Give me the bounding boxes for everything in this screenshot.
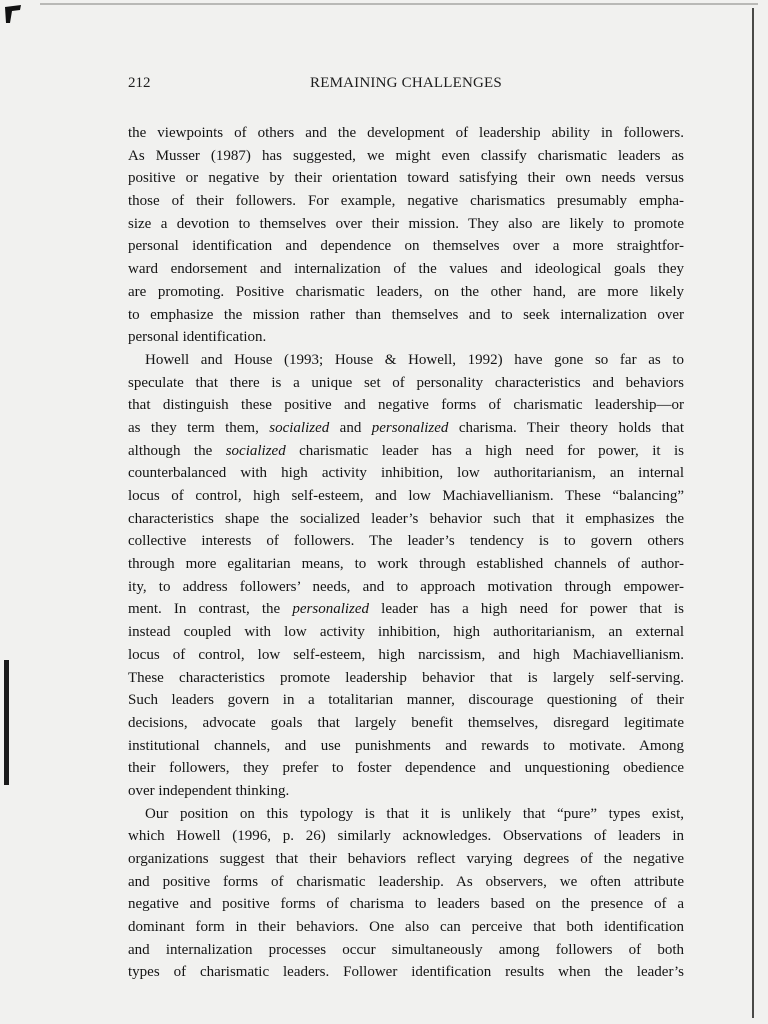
- text-segment: although the: [128, 442, 226, 459]
- text-segment: ward endorsement and internalization of the values and ideological goals they: [128, 261, 684, 278]
- text-line: [128, 893, 684, 916]
- text-line: [128, 939, 684, 962]
- text-line: [128, 417, 684, 440]
- italic-term: socialized: [225, 442, 286, 459]
- text-line: [128, 848, 684, 871]
- text-segment: Our position on this typology is that it is unlikely that “pure” types exist,: [145, 805, 684, 822]
- text-segment: positive or negative by their orientation toward satisfying their own needs versus: [128, 170, 684, 187]
- text-line: [128, 372, 684, 395]
- text-line: [128, 213, 684, 236]
- text-line: [128, 621, 684, 644]
- text-line: [128, 281, 684, 304]
- text-line: [128, 440, 684, 463]
- text-segment: types of charismatic leaders. Follower identification results when the leader’s: [128, 964, 684, 981]
- text-line: [128, 145, 684, 168]
- running-head: REMAINING CHALLENGES: [310, 75, 502, 91]
- text-segment: personal identification and dependence on themselves over a more straightfor-: [128, 238, 684, 255]
- text-segment: counterbalanced with high activity inhibition, low authoritarianism, an internal: [128, 465, 684, 482]
- text-segment: as they term them,: [128, 419, 270, 436]
- text-line: [128, 712, 684, 735]
- text-line: [128, 190, 684, 213]
- text-segment: ment. In contrast, the: [128, 601, 293, 618]
- text-segment: charisma. Their theory holds that: [448, 419, 684, 436]
- text-line: [128, 689, 684, 712]
- text-segment: those of their followers. For example, negative charismatics presumably empha-: [128, 193, 684, 210]
- text-segment: are promoting. Positive charismatic leaders, on the other hand, are more likely: [128, 283, 684, 300]
- text-segment: locus of control, low self-esteem, high narcissism, and high Machiavellianism.: [128, 646, 684, 663]
- text-segment: personal identification.: [128, 329, 267, 346]
- text-segment: through more egalitarian means, to work through established channels of author-: [128, 556, 684, 573]
- text-line: [128, 576, 684, 599]
- text-line: [128, 803, 684, 826]
- text-segment: the viewpoints of others and the development of leadership ability in followers.: [128, 125, 684, 141]
- text-line: [128, 757, 684, 780]
- text-segment: dominant form in their behaviors. One also can perceive that both identification: [128, 919, 684, 936]
- margin-bar: [4, 660, 9, 785]
- italic-term: socialized: [269, 419, 330, 436]
- text-line: [128, 167, 684, 190]
- body-text: [128, 122, 684, 984]
- text-segment: characteristics shape the socialized leader’s behavior such that it emphasizes the: [128, 510, 684, 527]
- text-segment: and: [329, 419, 372, 436]
- text-line: [128, 825, 684, 848]
- text-segment: and internalization processes occur simultaneously among followers of both: [128, 941, 684, 958]
- page-right-edge: [752, 8, 754, 1018]
- page-number: 212: [128, 75, 151, 91]
- text-line: [128, 667, 684, 690]
- text-segment: to emphasize the mission rather than themselves and to seek internalization over: [128, 306, 684, 323]
- text-segment: negative and positive forms of charisma to leaders based on the presence of a: [128, 896, 684, 913]
- text-line: [128, 349, 684, 372]
- text-segment: over independent thinking.: [128, 782, 290, 799]
- text-segment: decisions, advocate goals that largely benefit themselves, disregard legitimate: [128, 714, 684, 731]
- text-segment: locus of control, high self-esteem, and low Machiavellianism. These “balancing”: [128, 488, 684, 504]
- text-segment: which Howell (1996, p. 26) similarly acknowledges. Observations of leaders in: [128, 828, 684, 845]
- text-segment: organizations suggest that their behaviors reflect varying degrees of the negative: [128, 851, 684, 867]
- text-line: [128, 598, 684, 621]
- italic-term: personalized: [292, 601, 370, 618]
- text-line: [128, 916, 684, 939]
- page-top-edge: [40, 3, 758, 5]
- text-segment: ity, to address followers’ needs, and to approach motivation through empower-: [128, 578, 684, 595]
- text-segment: their followers, they prefer to foster dependence and unquestioning obedience: [128, 760, 684, 777]
- text-segment: charismatic leader has a high need for power, it is: [285, 442, 684, 459]
- page-header: [128, 75, 684, 97]
- text-line: [128, 871, 684, 894]
- text-line: [128, 258, 684, 281]
- text-line: [128, 644, 684, 667]
- text-line: [128, 780, 684, 803]
- text-line: [128, 553, 684, 576]
- text-line: [128, 961, 684, 984]
- text-segment: size a devotion to themselves over their mission. They also are likely to promote: [128, 215, 684, 232]
- text-line: [128, 462, 684, 485]
- text-segment: institutional channels, and use punishments and rewards to motivate. Among: [128, 737, 684, 754]
- text-line: [128, 735, 684, 758]
- text-segment: that distinguish these positive and negative forms of charismatic leadership—or: [128, 397, 684, 414]
- text-line: [128, 304, 684, 327]
- text-line: [128, 235, 684, 258]
- corner-mark-icon: [3, 3, 25, 25]
- text-segment: Such leaders govern in a totalitarian manner, discourage questioning of their: [128, 692, 684, 709]
- text-segment: As Musser (1987) has suggested, we might even classify charismatic leaders as: [128, 147, 684, 164]
- text-line: [128, 122, 684, 145]
- text-line: [128, 530, 684, 553]
- text-segment: and positive forms of charismatic leadership. As observers, we often attribute: [128, 873, 684, 890]
- text-line: [128, 508, 684, 531]
- text-segment: speculate that there is a unique set of personality characteristics and behaviors: [128, 374, 684, 391]
- text-segment: These characteristics promote leadership behavior that is largely self-serving.: [128, 669, 684, 686]
- text-segment: Howell and House (1993; House & Howell, 1992) have gone so far as to: [145, 351, 684, 368]
- text-segment: instead coupled with low activity inhibition, high authoritarianism, an external: [128, 624, 684, 641]
- text-segment: collective interests of followers. The leader’s tendency is to govern others: [128, 533, 684, 550]
- text-line: [128, 485, 684, 508]
- text-line: [128, 394, 684, 417]
- text-line: [128, 326, 684, 349]
- italic-term: personalized: [371, 419, 449, 436]
- text-segment: leader has a high need for power that is: [369, 601, 685, 618]
